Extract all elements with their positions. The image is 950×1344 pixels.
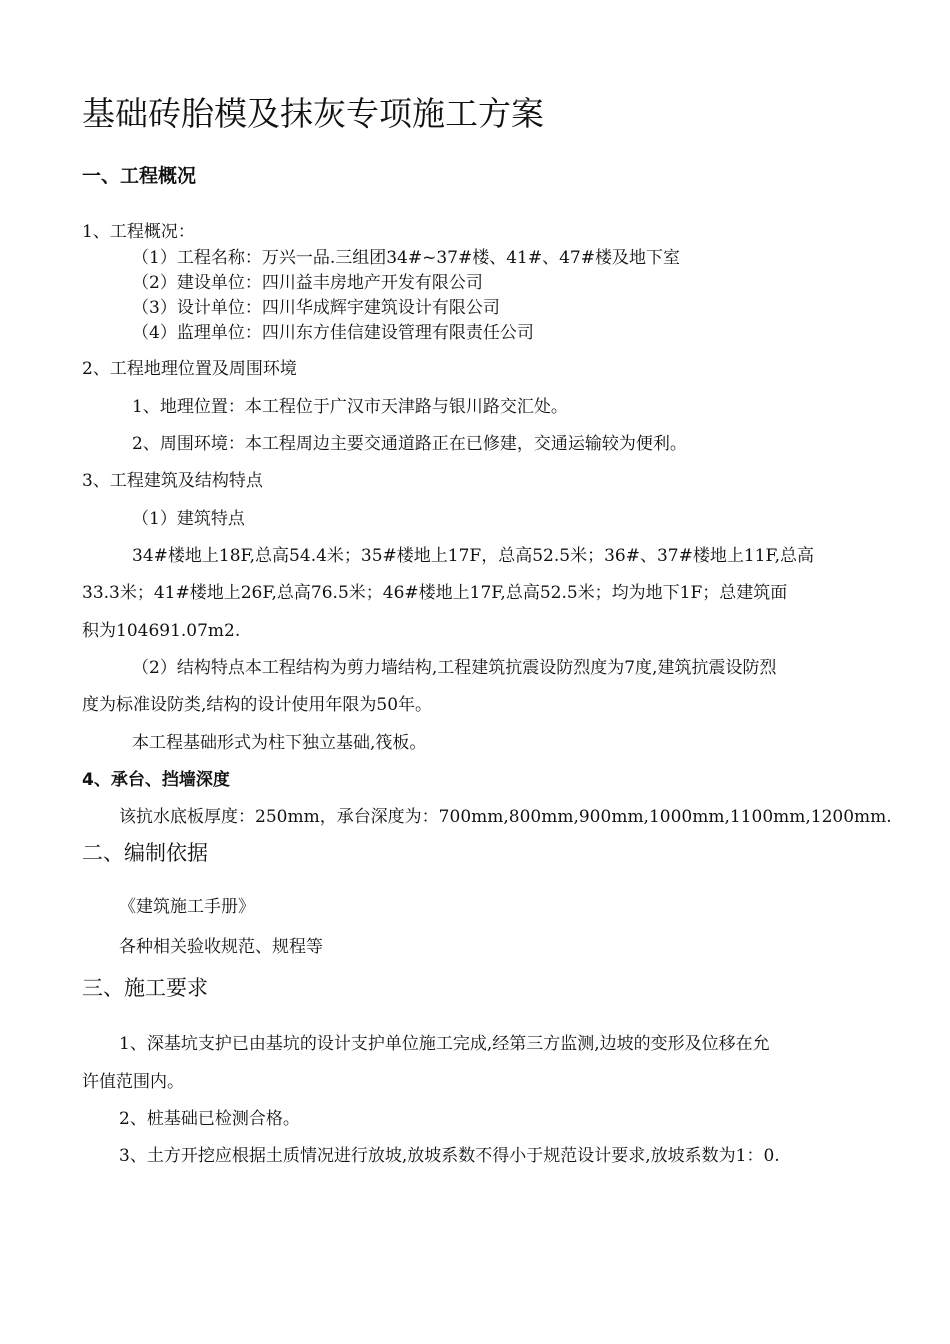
supervisor-line: （4）监理单位：四川东方佳信建设管理有限责任公司 — [132, 323, 534, 343]
designer-line: （3）设计单位：四川华成辉宇建筑设计有限公司 — [132, 298, 500, 318]
document-title: 基础砖胎模及抹灰专项施工方案 — [82, 94, 544, 133]
foundation-line: 本工程基础形式为柱下独立基础,筏板。 — [132, 733, 427, 753]
sub-3-heading: 3、工程建筑及结构特点 — [82, 471, 263, 491]
project-name-line: （1）工程名称：万兴一品.三组团34#~37#楼、41#、47#楼及地下室 — [132, 248, 680, 268]
location-line: 1、地理位置：本工程位于广汉市天津路与银川路交汇处。 — [132, 397, 568, 417]
sub-4-heading: 4、承台、挡墙深度 — [82, 770, 230, 790]
requirement-line: 许值范围内。 — [82, 1072, 184, 1092]
struct-features-line: （2）结构特点本工程结构为剪力墙结构,工程建筑抗震设防烈度为7度,建筑抗震设防烈 — [132, 658, 777, 678]
arch-features-line: 积为104691.07m2. — [82, 621, 241, 641]
environment-line: 2、周围环境：本工程周边主要交通道路正在已修建，交通运输较为便利。 — [132, 434, 687, 454]
requirement-line: 3、土方开挖应根据土质情况进行放坡,放坡系数不得小于规范设计要求,放坡系数为1：0. — [119, 1146, 780, 1166]
requirement-line: 2、桩基础已检测合格。 — [119, 1109, 300, 1129]
arch-features-line: 34#楼地上18F,总高54.4米；35#楼地上17F，总高52.5米；36#、37#楼地上11F,总高 — [132, 546, 814, 566]
basis-item: 各种相关验收规范、规程等 — [119, 937, 323, 957]
sub-1-heading: 1、工程概况： — [82, 222, 195, 242]
developer-line: （2）建设单位：四川益丰房地产开发有限公司 — [132, 273, 483, 293]
requirement-line: 1、深基坑支护已由基坑的设计支护单位施工完成,经第三方监测,边坡的变形及位移在允 — [119, 1034, 770, 1054]
section-1-heading: 一、工程概况 — [82, 165, 197, 187]
basis-item: 《建筑施工手册》 — [119, 897, 255, 917]
section-3-heading: 三、施工要求 — [82, 976, 208, 1000]
struct-features-line: 度为标准设防类,结构的设计使用年限为50年。 — [82, 695, 433, 715]
arch-features-heading: （1）建筑特点 — [132, 509, 245, 529]
arch-features-line: 33.3米；41#楼地上26F,总高76.5米；46#楼地上17F,总高52.5米；均为地下1F；总建筑面 — [82, 583, 788, 603]
depth-line: 该抗水底板厚度：250mm，承台深度为：700mm,800mm,900mm,1000mm,1100mm,1200mm. — [119, 807, 892, 827]
sub-2-heading: 2、工程地理位置及周围环境 — [82, 359, 297, 379]
section-2-heading: 二、编制依据 — [82, 841, 208, 865]
